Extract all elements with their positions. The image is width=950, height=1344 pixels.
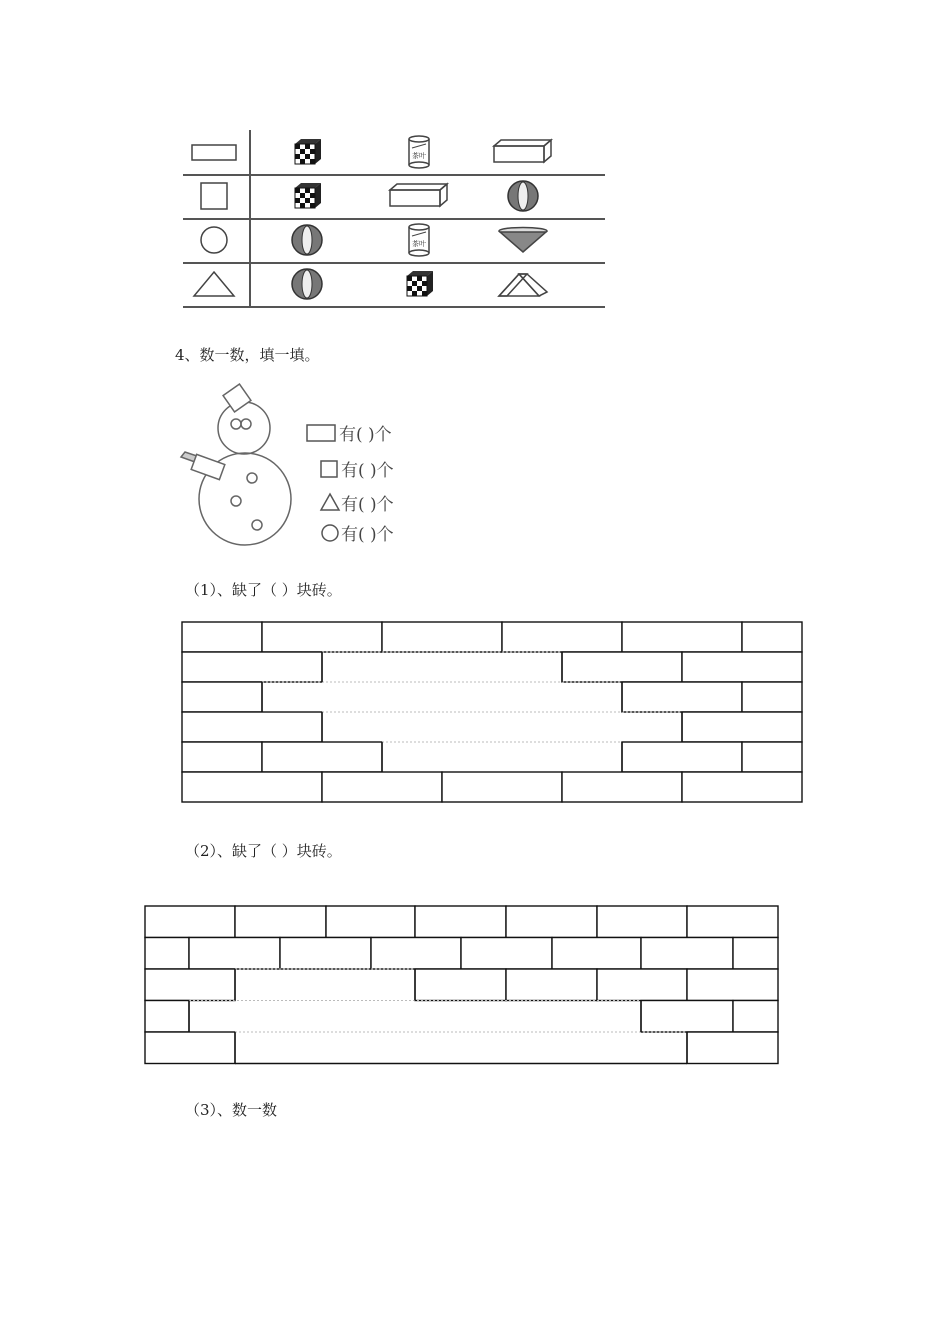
box-icon: [478, 130, 568, 174]
brick: [189, 938, 280, 970]
brick: [182, 772, 322, 802]
brick: [182, 652, 322, 682]
prism-icon: [478, 262, 568, 306]
brick: [262, 742, 382, 772]
brick: [182, 622, 262, 652]
ball-icon: [262, 218, 352, 262]
ball-icon: [262, 262, 352, 306]
brick: [687, 1032, 778, 1064]
brick: [182, 742, 262, 772]
brick: [506, 969, 597, 1001]
brick: [641, 938, 733, 970]
brick: [145, 938, 189, 970]
rectangle-icon: [183, 130, 245, 174]
brick: [552, 938, 641, 970]
brick: [742, 742, 802, 772]
brick: [682, 652, 802, 682]
sub-question-1: （1）、缺了（ ）块砖。: [185, 581, 342, 599]
brick: [182, 712, 322, 742]
brick-wall-2: [143, 904, 783, 1068]
brick-wall-1: [180, 620, 806, 808]
brick: [622, 682, 742, 712]
brick: [442, 772, 562, 802]
cone-icon: [478, 218, 568, 262]
box-icon: [374, 174, 464, 218]
circle-icon: [183, 218, 245, 262]
brick: [145, 906, 235, 938]
count-row-circle: 有( )个: [319, 518, 394, 546]
brick: [687, 906, 778, 938]
brick: [461, 938, 552, 970]
snowman-figure: [175, 380, 300, 548]
brick: [262, 622, 382, 652]
ball-icon: [478, 174, 568, 218]
brick: [622, 622, 742, 652]
brick: [182, 682, 262, 712]
brick: [733, 938, 778, 970]
brick: [742, 682, 802, 712]
square-icon: [183, 174, 245, 218]
dice-icon: [262, 174, 352, 218]
shape-count-list: [305, 418, 455, 548]
brick: [382, 622, 502, 652]
brick: [733, 1001, 778, 1033]
question-4-title: 4、数一数，填一填。: [175, 346, 320, 364]
sub-question-3: （3）、数一数: [185, 1101, 278, 1119]
brick: [682, 772, 802, 802]
brick: [322, 772, 442, 802]
dice-icon: [374, 262, 464, 306]
brick: [562, 652, 682, 682]
brick: [597, 969, 687, 1001]
count-row-square: 有( )个: [319, 454, 394, 482]
brick: [326, 906, 415, 938]
dice-icon: [262, 130, 352, 174]
brick: [502, 622, 622, 652]
brick: [562, 772, 682, 802]
tea-can-icon: [374, 218, 464, 262]
svg-text:茶叶: 茶叶: [412, 240, 426, 248]
count-row-rectangle: 有( )个: [305, 418, 392, 446]
brick: [235, 906, 326, 938]
brick: [622, 742, 742, 772]
svg-text:茶叶: 茶叶: [412, 152, 426, 160]
brick: [371, 938, 461, 970]
brick: [280, 938, 371, 970]
shape-table: [183, 130, 605, 308]
brick: [415, 906, 506, 938]
brick: [687, 969, 778, 1001]
triangle-icon: [183, 262, 245, 306]
brick: [145, 1032, 235, 1064]
brick: [145, 969, 235, 1001]
brick: [506, 906, 597, 938]
brick: [742, 622, 802, 652]
tea-can-icon: [374, 130, 464, 174]
brick: [682, 712, 802, 742]
brick: [415, 969, 506, 1001]
count-row-triangle: 有( )个: [319, 488, 394, 516]
sub-question-2: （2）、缺了（ ）块砖。: [185, 842, 342, 860]
brick: [641, 1001, 733, 1033]
brick: [145, 1001, 189, 1033]
brick: [597, 906, 687, 938]
